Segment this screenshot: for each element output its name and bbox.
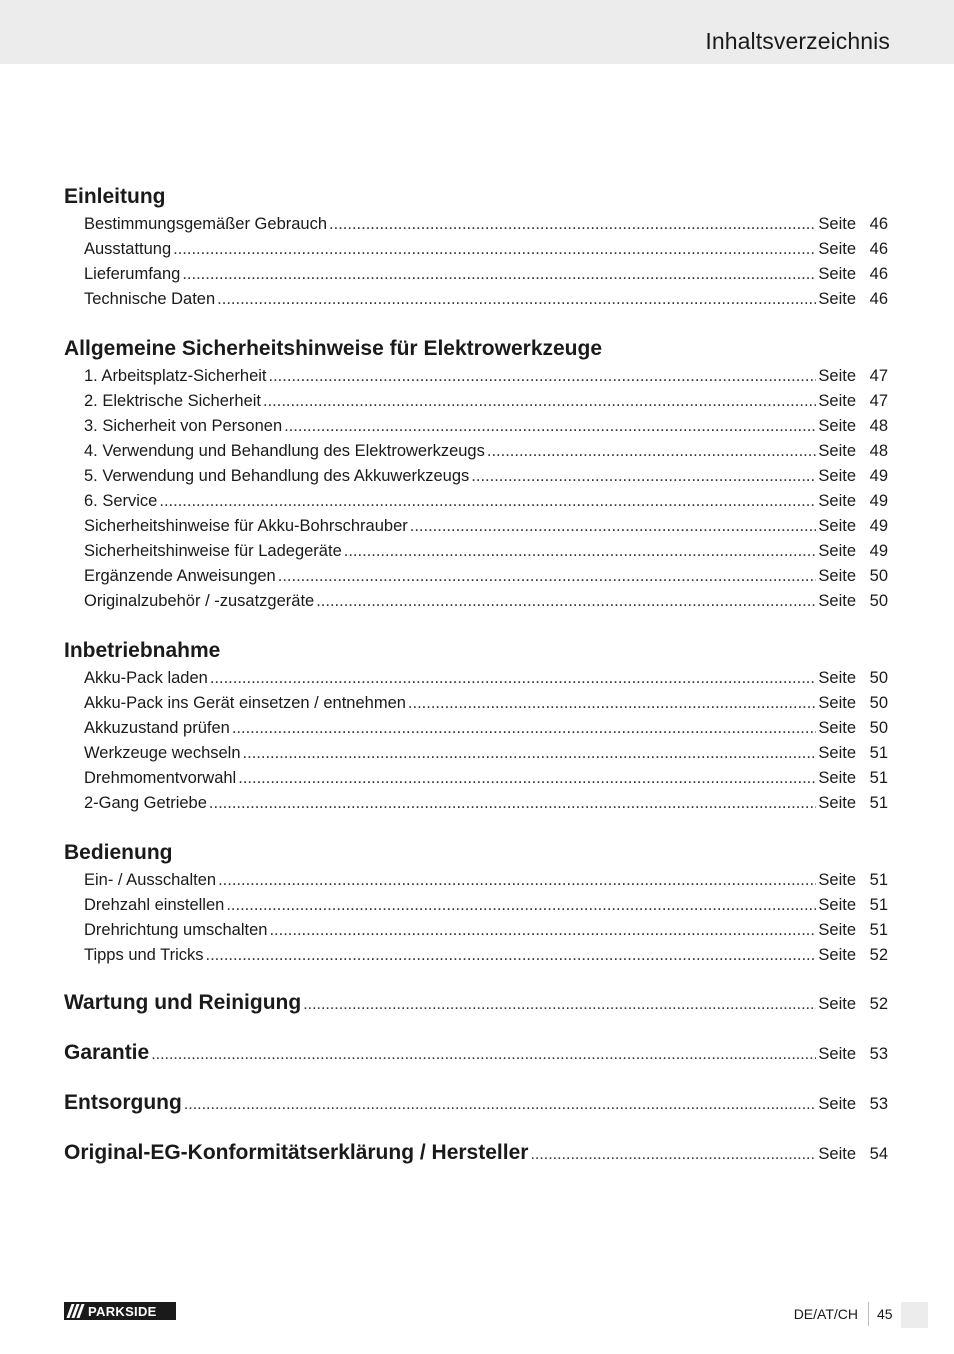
entry-seite: Seite: [818, 542, 856, 560]
toc-entry[interactable]: [64, 716, 888, 741]
dot-leader: [206, 943, 817, 968]
dot-leader: [344, 539, 817, 564]
entry-page-number: 54: [869, 1145, 888, 1163]
dot-leader: [173, 237, 816, 262]
entry-seite: Seite: [818, 492, 856, 510]
entry-label: 5. Verwendung und Behandlung des Akkuwerkzeugs: [84, 467, 470, 485]
entry-page-number: 50: [869, 694, 888, 712]
entry-page-number: 49: [869, 542, 888, 560]
toc-entry[interactable]: [64, 691, 888, 716]
entry-page-number: 53: [869, 1095, 888, 1113]
toc-entry[interactable]: [64, 364, 888, 389]
entry-label: 1. Arbeitsplatz-Sicherheit: [84, 367, 267, 385]
entry-seite: Seite: [818, 417, 856, 435]
entry-seite: Seite: [818, 744, 856, 762]
entry-page-number: 51: [869, 769, 888, 787]
dot-leader: [159, 489, 816, 514]
entry-page-number: 49: [869, 467, 888, 485]
toc-entry[interactable]: [64, 589, 888, 614]
entry-label: Drehmomentvorwahl: [84, 769, 237, 787]
entry-page-number: 52: [869, 995, 888, 1013]
entry-seite: Seite: [818, 290, 856, 308]
logo-text: PARKSIDE: [88, 1303, 157, 1319]
section-title: Original-EG-Konformitätserklärung / Hersteller: [64, 1141, 529, 1164]
dot-leader: [210, 666, 817, 691]
entry-seite: Seite: [818, 442, 856, 460]
dot-leader: [410, 514, 817, 539]
toc-main-entry[interactable]: [64, 1088, 888, 1118]
footer-tab-box: [901, 1302, 928, 1328]
parkside-logo: [64, 1302, 176, 1320]
toc-section-bedienung: [64, 838, 888, 968]
entry-page-number: 46: [869, 215, 888, 233]
section-title: Bedienung: [64, 841, 173, 864]
entry-page-number: 47: [869, 367, 888, 385]
entry-seite: Seite: [818, 265, 856, 283]
section-title: Einleitung: [64, 185, 166, 208]
entry-page-number: 46: [869, 290, 888, 308]
toc-entry[interactable]: [64, 414, 888, 439]
section-title: Allgemeine Sicherheitshinweise für Elektrowerkzeuge: [64, 337, 603, 360]
entry-page-number: 51: [869, 921, 888, 939]
toc-section-sicherheitshinweise: [64, 334, 888, 614]
entry-page-number: 50: [869, 567, 888, 585]
dot-leader: [182, 262, 816, 287]
entry-label: Sicherheitshinweise für Ladegeräte: [84, 542, 342, 560]
dot-leader: [329, 212, 816, 237]
page-number: 45: [877, 1306, 893, 1322]
entry-page-number: 48: [869, 442, 888, 460]
entry-label: Ergänzende Anweisungen: [84, 567, 276, 585]
toc-entry[interactable]: [64, 514, 888, 539]
entry-page-number: 46: [869, 240, 888, 258]
dot-leader: [238, 766, 816, 791]
dot-leader: [269, 364, 817, 389]
entry-page-number: 48: [869, 417, 888, 435]
toc-main-entry[interactable]: [64, 988, 888, 1018]
entry-seite: Seite: [818, 669, 856, 687]
dot-leader: [217, 287, 816, 312]
entry-label: Bestimmungsgemäßer Gebrauch: [84, 215, 328, 233]
toc-entry[interactable]: [64, 666, 888, 691]
entry-seite: Seite: [818, 592, 856, 610]
entry-seite: Seite: [818, 240, 856, 258]
section-title: Entsorgung: [64, 1091, 182, 1114]
entry-page-number: 51: [869, 871, 888, 889]
entry-label: 2. Elektrische Sicherheit: [84, 392, 261, 410]
toc-entry[interactable]: [64, 766, 888, 791]
entry-page-number: 50: [869, 719, 888, 737]
toc-main-entry[interactable]: [64, 1138, 888, 1168]
entry-seite: Seite: [818, 1095, 856, 1113]
footer-divider: [868, 1302, 869, 1326]
dot-leader: [303, 990, 816, 1020]
entry-seite: Seite: [818, 995, 856, 1013]
entry-page-number: 50: [869, 669, 888, 687]
section-title: Inbetriebnahme: [64, 639, 221, 662]
table-of-contents: [64, 182, 888, 1168]
entry-label: Akku-Pack ins Gerät einsetzen / entnehmen: [84, 694, 406, 712]
language-code: DE/AT/CH: [793, 1306, 858, 1322]
toc-entry[interactable]: [64, 212, 888, 237]
entry-seite: Seite: [818, 871, 856, 889]
dot-leader: [232, 716, 817, 741]
entry-label: Ausstattung: [84, 240, 172, 258]
toc-entry[interactable]: [64, 791, 888, 816]
section-title: Garantie: [64, 1041, 150, 1064]
entry-seite: Seite: [818, 567, 856, 585]
entry-label: 3. Sicherheit von Personen: [84, 417, 283, 435]
dot-leader: [209, 791, 816, 816]
toc-section-inbetriebnahme: [64, 636, 888, 816]
entry-page-number: 49: [869, 517, 888, 535]
dot-leader: [408, 691, 816, 716]
toc-entry[interactable]: [64, 741, 888, 766]
dot-leader: [278, 564, 817, 589]
toc-entry[interactable]: [64, 539, 888, 564]
entry-seite: Seite: [818, 1145, 856, 1163]
header-band: [0, 0, 954, 64]
dot-leader: [316, 589, 816, 614]
entry-label: Ein- / Ausschalten: [84, 871, 217, 889]
dot-leader: [471, 464, 816, 489]
toc-entry[interactable]: [64, 489, 888, 514]
toc-entry[interactable]: [64, 439, 888, 464]
toc-entry[interactable]: [64, 893, 888, 918]
entry-seite: Seite: [818, 794, 856, 812]
entry-label: Sicherheitshinweise für Akku-Bohrschrauber: [84, 517, 408, 535]
toc-entry[interactable]: [64, 287, 888, 312]
entry-page-number: 51: [869, 744, 888, 762]
toc-entry[interactable]: [64, 237, 888, 262]
toc-section-einleitung: [64, 182, 888, 312]
entry-label: 2-Gang Getriebe: [84, 794, 207, 812]
dot-leader: [284, 414, 816, 439]
toc-entry[interactable]: [64, 262, 888, 287]
dot-leader: [269, 918, 816, 943]
entry-page-number: 46: [869, 265, 888, 283]
entry-label: Drehzahl einstellen: [84, 896, 225, 914]
entry-label: Werkzeuge wechseln: [84, 744, 241, 762]
entry-page-number: 53: [869, 1045, 888, 1063]
entry-label: Originalzubehör / -zusatzgeräte: [84, 592, 315, 610]
entry-seite: Seite: [818, 896, 856, 914]
dot-leader: [487, 439, 817, 464]
entry-seite: Seite: [818, 392, 856, 410]
logo-slashes-icon: [64, 1302, 86, 1320]
dot-leader: [243, 741, 817, 766]
dot-leader: [184, 1090, 817, 1120]
entry-page-number: 50: [869, 592, 888, 610]
dot-leader: [151, 1040, 816, 1070]
entry-seite: Seite: [818, 694, 856, 712]
toc-entry[interactable]: [64, 868, 888, 893]
entry-seite: Seite: [818, 769, 856, 787]
entry-label: Tipps und Tricks: [84, 946, 204, 964]
entry-page-number: 51: [869, 896, 888, 914]
dot-leader: [530, 1140, 816, 1170]
entry-seite: Seite: [818, 367, 856, 385]
entry-label: Lieferumfang: [84, 265, 181, 283]
entry-page-number: 47: [869, 392, 888, 410]
entry-page-number: 52: [869, 946, 888, 964]
toc-entry[interactable]: [64, 564, 888, 589]
entry-seite: Seite: [818, 467, 856, 485]
entry-label: Drehrichtung umschalten: [84, 921, 268, 939]
entry-label: 4. Verwendung und Behandlung des Elektrowerkzeugs: [84, 442, 485, 460]
entry-label: Akkuzustand prüfen: [84, 719, 230, 737]
toc-entry[interactable]: [64, 918, 888, 943]
dot-leader: [263, 389, 816, 414]
toc-entry[interactable]: [64, 389, 888, 414]
section-title: Wartung und Reinigung: [64, 991, 302, 1014]
toc-entry[interactable]: [64, 943, 888, 968]
dot-leader: [226, 893, 816, 918]
entry-seite: Seite: [818, 215, 856, 233]
entry-page-number: 49: [869, 492, 888, 510]
entry-seite: Seite: [818, 946, 856, 964]
entry-seite: Seite: [818, 921, 856, 939]
entry-label: 6. Service: [84, 492, 158, 510]
toc-entry[interactable]: [64, 464, 888, 489]
entry-seite: Seite: [818, 1045, 856, 1063]
page-title: Inhaltsverzeichnis: [705, 28, 890, 54]
entry-label: Akku-Pack laden: [84, 669, 208, 687]
entry-seite: Seite: [818, 517, 856, 535]
entry-page-number: 51: [869, 794, 888, 812]
dot-leader: [218, 868, 816, 893]
entry-label: Technische Daten: [84, 290, 216, 308]
entry-seite: Seite: [818, 719, 856, 737]
toc-main-entry[interactable]: [64, 1038, 888, 1068]
